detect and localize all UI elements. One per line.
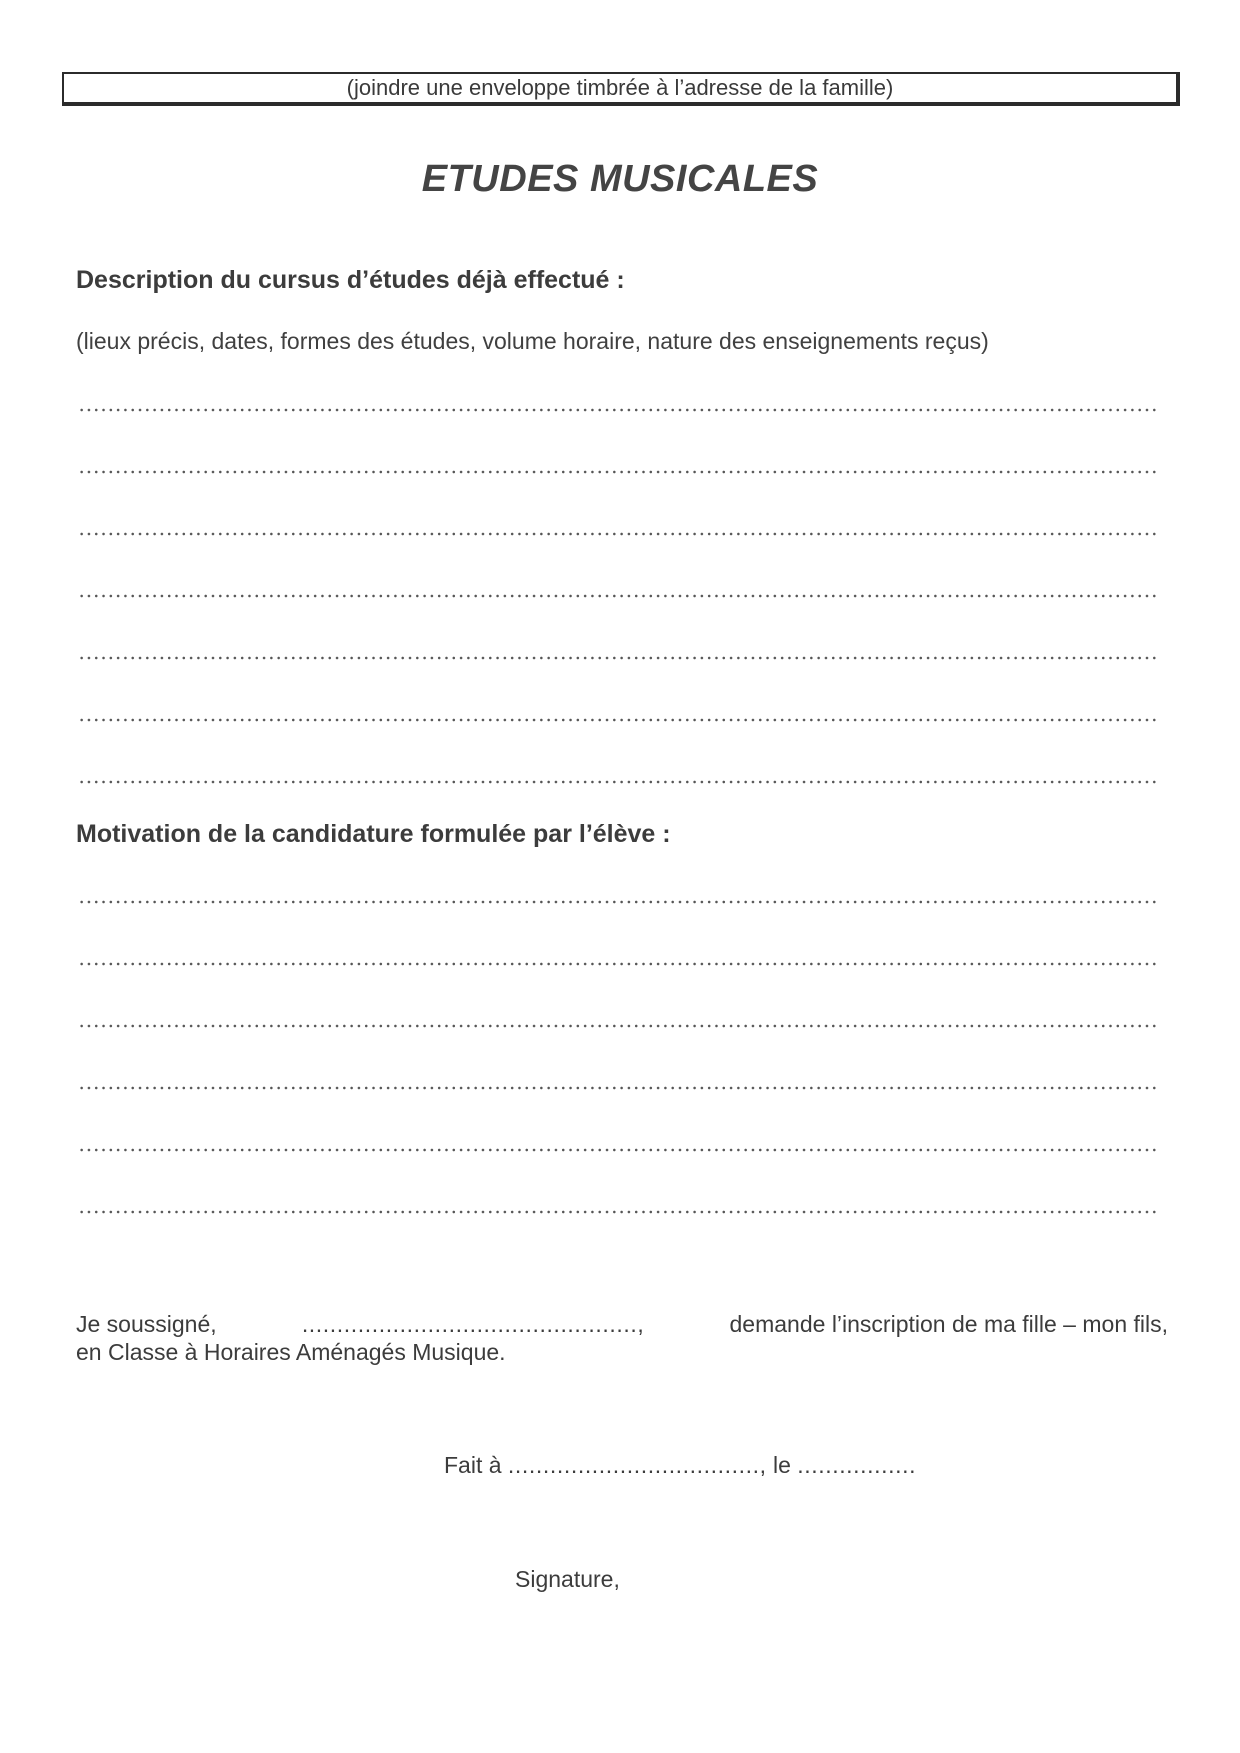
- page-title: ETUDES MUSICALES: [421, 158, 819, 200]
- dotted-answer-line[interactable]: [78, 1024, 1160, 1028]
- cursus-heading: Description du cursus d’études déjà effectué :: [76, 266, 625, 294]
- dotted-answer-line[interactable]: [78, 718, 1160, 722]
- dotted-answer-line[interactable]: [78, 1210, 1160, 1214]
- place-date-line: [444, 1452, 916, 1479]
- dotted-answer-line[interactable]: [78, 470, 1160, 474]
- dotted-answer-line[interactable]: [78, 780, 1160, 784]
- envelope-note: (joindre une enveloppe timbrée à l’adresse de la famille): [346, 75, 894, 100]
- dotted-answer-line[interactable]: [78, 532, 1160, 536]
- dotted-answer-line[interactable]: [78, 594, 1160, 598]
- name-blank[interactable]: ................................................,: [301, 1311, 645, 1337]
- dotted-answer-line[interactable]: [78, 1148, 1160, 1152]
- place-blank[interactable]: ....................................,: [507, 1452, 767, 1478]
- dotted-answer-line[interactable]: [78, 900, 1160, 904]
- declaration-prefix: Je soussigné,: [76, 1311, 217, 1337]
- dotted-answer-line[interactable]: [78, 656, 1160, 660]
- declaration-paragraph: [76, 1310, 1168, 1366]
- motivation-heading: Motivation de la candidature formulée par l’élève :: [76, 820, 671, 848]
- fait-label: Fait à: [444, 1452, 502, 1478]
- dotted-answer-line[interactable]: [78, 408, 1160, 412]
- dotted-answer-line[interactable]: [78, 962, 1160, 966]
- signature-label: Signature,: [515, 1566, 620, 1592]
- envelope-note-box: [62, 72, 1180, 106]
- declaration-line2: en Classe à Horaires Aménagés Musique.: [76, 1339, 506, 1365]
- declaration-suffix: demande l’inscription de ma fille – mon fils,: [729, 1311, 1168, 1337]
- le-label: le: [772, 1452, 791, 1478]
- date-blank[interactable]: .................: [797, 1452, 917, 1478]
- dotted-answer-line[interactable]: [78, 1086, 1160, 1090]
- cursus-hint: (lieux précis, dates, formes des études, volume horaire, nature des enseignements reçus): [76, 328, 989, 354]
